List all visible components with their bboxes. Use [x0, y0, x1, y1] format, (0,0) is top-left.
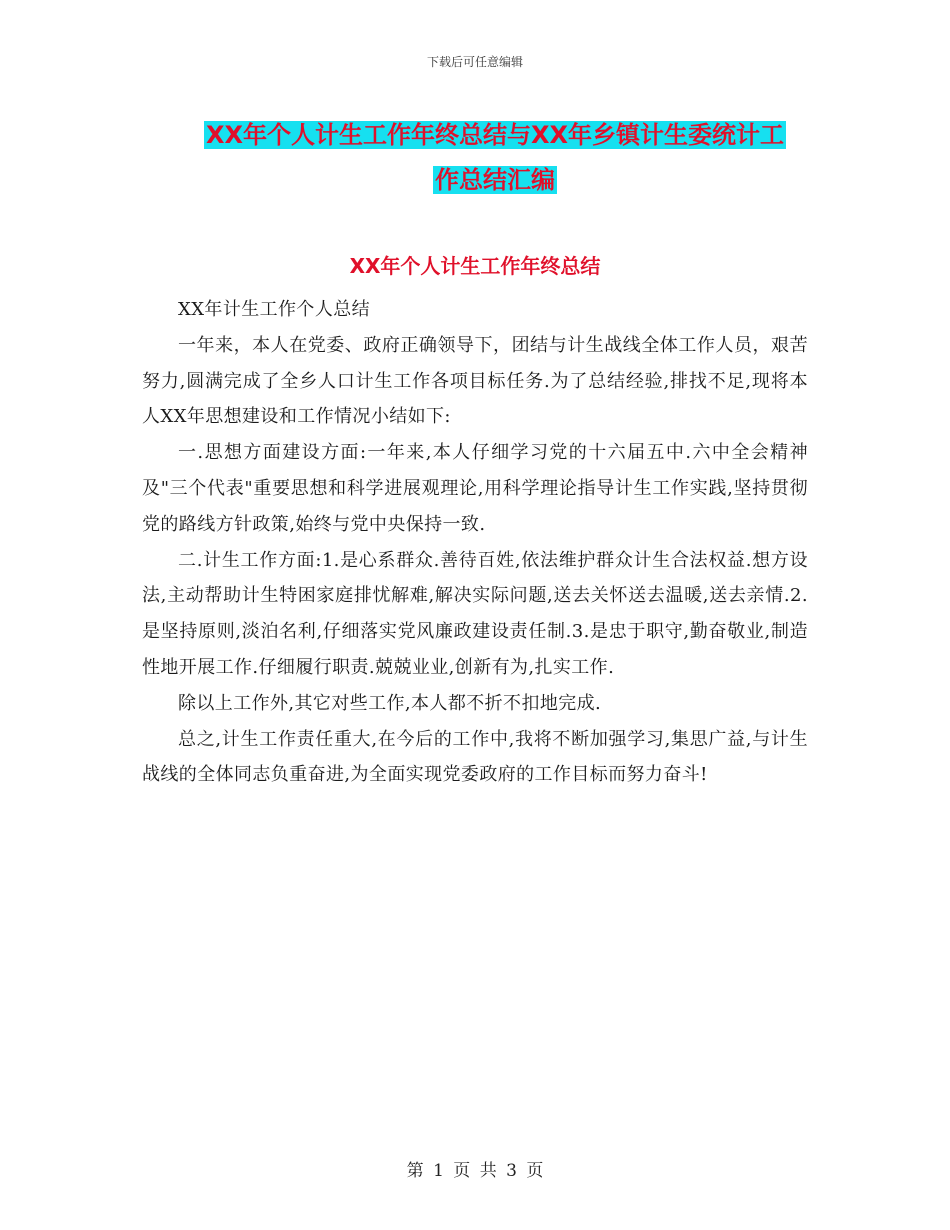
paragraph-ideology: 一.思想方面建设方面:一年来,本人仔细学习党的十六届五中.六中全会精神及"三个代表"重要思想和科学进展观理论,用科学理论指导计生工作实践,坚持贯彻党的路线方针政策,始终与党中央保持一致.	[142, 442, 808, 535]
document-body	[142, 292, 808, 793]
page-header-note: 下载后可任意编辑	[426, 55, 523, 69]
paragraph-other-work: 除以上工作外,其它对些工作,本人都不折不扣地完成.	[178, 692, 602, 714]
document-title-line-1: XX年个人计生工作年终总结与XX年乡镇计生委统计工	[205, 121, 784, 149]
paragraph-work: 二.计生工作方面:1.是心系群众.善待百姓,依法维护群众计生合法权益.想方设法,主动帮助计生特困家庭排忧解难,解决实际问题,送去关怀送去温暖,送去亲情.2.是坚持原则,淡泊名利,仔细落实党风廉政建设责任制.3.是忠于职守,勤奋敬业,制造性地开展工作.仔细履行职责.兢兢业业,创新有为,扎实工作.	[142, 549, 808, 678]
paragraph-intro: 一年来，本人在党委、政府正确领导下，团结与计生战线全体工作人员，艰苦努力,圆满完成了全乡人口计生工作各项目标任务.为了总结经验,排找不足,现将本人XX年思想建设和工作情况小结如下:	[142, 334, 808, 428]
document-title-line-2: 作总结汇编	[435, 166, 555, 194]
document-title	[140, 113, 850, 203]
page-number-footer: 第 1 页 共 3 页	[406, 1161, 544, 1181]
paragraph-subtitle: XX年计生工作个人总结	[178, 299, 371, 320]
section-title: XX年个人计生工作年终总结	[349, 254, 601, 278]
paragraph-conclusion: 总之,计生工作责任重大,在今后的工作中,我将不断加强学习,集思广益,与计生战线的全体同志负重奋进,为全面实现党委政府的工作目标而努力奋斗!	[142, 728, 808, 786]
